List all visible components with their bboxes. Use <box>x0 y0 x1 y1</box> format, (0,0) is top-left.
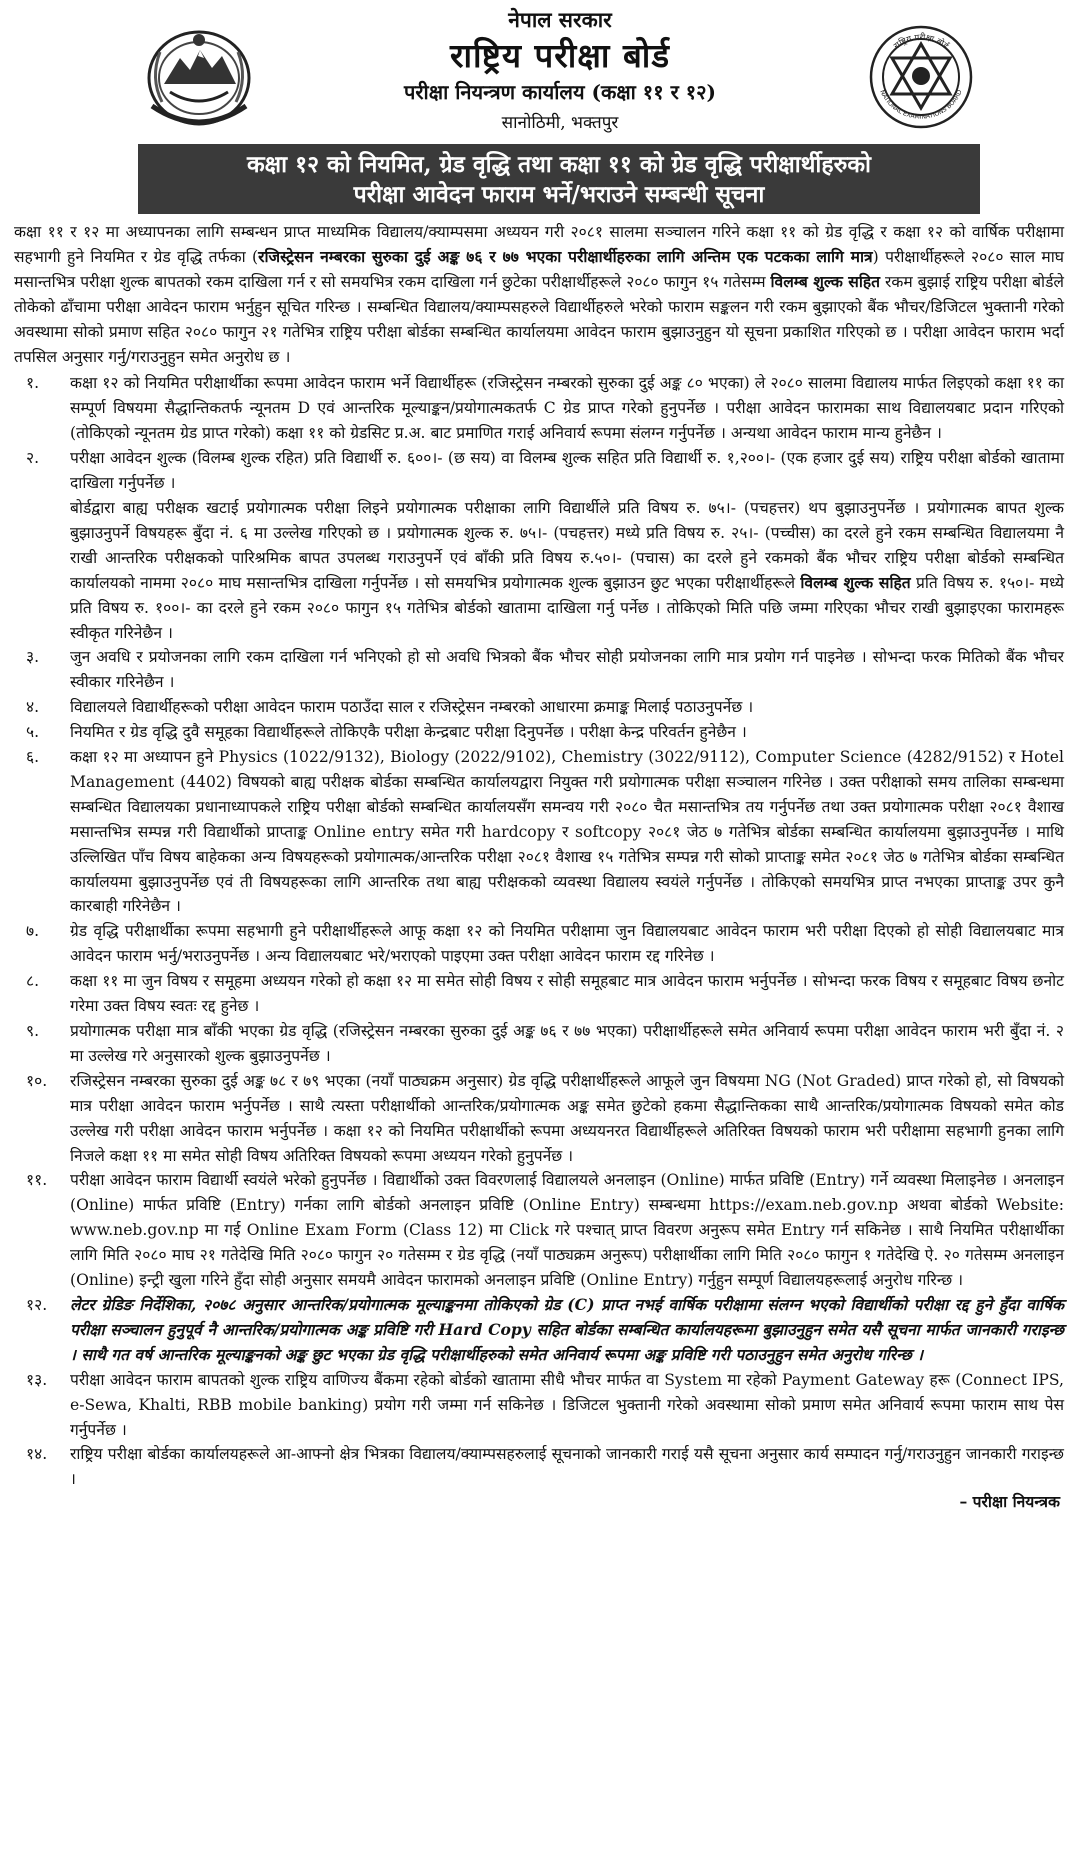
item-number: ८. <box>26 972 40 991</box>
item-text: कक्षा १२ को नियमित परीक्षार्थीका रूपमा आवेदन फाराम भर्ने विद्यार्थीहरू (रजिस्ट्रेसन नम्बरको सुरुका दुई अङ्क ८० भएका) ले २०८० सालमा विद्यालय मार्फत लिइएको कक्षा ११ का सम्पूर्ण विषयमा सैद्धान्तिकतर्फ न्यूनतम D एवं आन्तरिक मूल्याङ्कन/प्रयोगात्मकतर्फ C ग्रेड प्राप्त गरेको हुनुपर्नेछ । परीक्षा आवेदन फारामका साथ विद्यालयबाट प्रदान गरिएको (तोकिएको न्यूनतम ग्रेड प्राप्त गरेको) कक्षा ११ को ग्रेडसिट प्र.अ. बाट प्रमाणित गराई अनिवार्य रूपमा संलग्न गर्नुपर्नेछ । अन्यथा आवेदन फाराम मान्य हुनेछैन । <box>70 374 1064 443</box>
notice-body <box>14 220 1064 1515</box>
header <box>0 0 1079 140</box>
list-item <box>14 919 1064 969</box>
neb-seal-icon <box>866 22 976 132</box>
list-item <box>14 645 1064 695</box>
office-name: परीक्षा नियन्त्रण कार्यालय (कक्षा ११ र १२) <box>404 80 716 104</box>
notice-title-line2: परीक्षा आवेदन फाराम भर्ने/भराउने सम्बन्धी सूचना <box>353 181 765 208</box>
intro-paragraph: कक्षा ११ र १२ मा अध्यापनका लागि सम्बन्धन प्राप्त माध्यमिक विद्यालय/क्याम्पसमा अध्ययन गरी २०८१ सालमा सञ्चालन गरिने कक्षा ११ को ग्रेड वृद्धि र कक्षा १२ को वार्षिक परीक्षामा सहभागी हुने नियमित र ग्रेड वृद्धि तर्फका (रजिस्ट्रेसन नम्बरका सुरुका दुई अङ्क ७६ र ७७ भएका परीक्षार्थीहरुका लागि अन्तिम एक पटकका लागि मात्र) परीक्षार्थीहरूले २०८० साल माघ मसान्तभित्र परीक्षा शुल्क बापतको रकम दाखिला गर्न र सो समयभित्र रकम दाखिला गर्न छुटेका परीक्षार्थीहरूले २०८० फागुन १५ गतेसम्म विलम्ब शुल्क सहित रकम बुझाई राष्ट्रिय परीक्षा बोर्डले तोकेको ढाँचामा परीक्षा आवेदन फाराम भर्नुहुन सूचित गरिन्छ । सम्बन्धित विद्यालय/क्याम्पसहरुले विद्यार्थीहरुले भरेको फाराम सङ्कलन गरी रकम बुझाएको बैंक भौचर/डिजिटल भुक्तानी गरेको अवस्थामा सोको प्रमाण सहित २०८० फागुन २१ गतेभित्र राष्ट्रिय परीक्षा बोर्डका सम्बन्धित कार्यालयमा आवेदन फाराम बुझाउनुहुन यो सूचना प्रकाशित गरिएको छ । परीक्षा आवेदन फाराम भर्दा तपसिल अनुसार गर्नु/गराउनुहुन समेत अनुरोध छ । <box>14 223 1064 366</box>
list-item <box>14 695 1064 720</box>
item-number: २. <box>26 449 40 468</box>
item-text: परीक्षा आवेदन शुल्क (विलम्ब शुल्क रहित) प्रति विद्यार्थी रु. ६००।- (छ सय) वा विलम्ब शुल्क सहित प्रति विद्यार्थी रु. १,२००।- (एक हजार दुई सय) राष्ट्रिय परीक्षा बोर्डको खातामा दाखिला गर्नुपर्नेछ । बोर्डद्वारा बाह्य परीक्षक खटाई प्रयोगात्मक परीक्षा लिइने प्रयोगात्मक परीक्षाका लागि विद्यार्थीले प्रति विषय रु. ७५।- (पचहत्तर) थप बुझाउनुपर्नेछ । प्रयोगात्मक बापत शुल्क बुझाउनुपर्ने विषयहरू बुँदा नं. ६ मा उल्लेख गरिएको छ । प्रयोगात्मक शुल्क रु. ७५।- (पचहत्तर) मध्ये प्रति विषय रु. २५।- (पच्चीस) का दरले हुने रकम सम्बन्धित विद्यालयमा नै राखी आन्तरिक परीक्षकको पारिश्रमिक बापत उपलब्ध गराउनुपर्ने एवं बाँकी प्रति विषय रु.५०।- (पचास) का दरले हुने रकमको बैंक भौचर राष्ट्रिय परीक्षा बोर्डको सम्बन्धित कार्यालयको नाममा २०८० माघ मसान्तभित्र दाखिला गर्नुपर्नेछ । सो समयभित्र प्रयोगात्मक शुल्क बुझाउन छुट भएका परीक्षार्थीहरूले विलम्ब शुल्क सहित प्रति विषय रु. १५०।- मध्ये प्रति विषय रु. १००।- का दरले हुने रकम २०८० फागुन १५ गतेभित्र बोर्डको खातामा दाखिला गर्नु पर्नेछ । तोकिएको मिति पछि जम्मा गरिएका भौचर राखी बुझाइएका फारामहरू स्वीकृत गरिनेछैन । <box>70 449 1064 642</box>
list-item <box>14 1168 1064 1293</box>
list-item <box>14 969 1064 1019</box>
list-item <box>14 1019 1064 1069</box>
item-text: रजिस्ट्रेसन नम्बरका सुरुका दुई अङ्क ७८ र ७९ भएका (नयाँ पाठ्यक्रम अनुसार) ग्रेड वृद्धि परीक्षार्थीहरूले आफूले जुन विषयमा NG (Not Graded) प्राप्त गरेको हो, सो विषयको मात्र परीक्षा आवेदन फाराम भर्नुपर्नेछ । साथै त्यस्ता परीक्षार्थीको आन्तरिक/प्रयोगात्मक अङ्क समेत छुटेको हकमा सैद्धान्तिकका साथै आन्तरिक/प्रयोगात्मक विषयको समेत कोड उल्लेख गरी परीक्षा आवेदन फाराम भर्नुपर्नेछ । कक्षा १२ को नियमित परीक्षार्थीको रूपमा अध्ययनरत विद्यार्थीहरूले अतिरिक्त विषयको फाराम भरी परीक्षामा सहभागी हुनका लागि निजले कक्षा ११ मा समेत सोही विषय अतिरिक्त विषयको रूपमा अध्ययन गरेको हुनुपर्नेछ । <box>70 1071 1064 1165</box>
office-location: सानोठिमी, भक्तपुर <box>501 113 619 133</box>
item-number: ३. <box>26 648 40 667</box>
list-item <box>14 720 1064 745</box>
item-text: कक्षा ११ मा जुन विषय र समूहमा अध्ययन गरेको हो कक्षा १२ मा समेत सोही विषय र सोही समूहबाट मात्र आवेदन फाराम भर्नुपर्नेछ । सोभन्दा फरक विषय र समूहबाट विषय छनोट गरेमा उक्त विषय स्वतः रद्द हुनेछ । <box>70 972 1064 1016</box>
item-text: विद्यालयले विद्यार्थीहरूको परीक्षा आवेदन फाराम पठाउँदा साल र रजिस्ट्रेसन नम्बरको आधारमा क्रमाङ्क मिलाई पठाउनुपर्नेछ । <box>70 698 754 717</box>
item-number: १. <box>26 374 40 393</box>
item-number: १४. <box>26 1445 48 1464</box>
notice-title-line1: कक्षा १२ को नियमित, ग्रेड वृद्धि तथा कक्षा ११ को ग्रेड वृद्धि परीक्षार्थीहरुको <box>247 151 871 178</box>
item-number: ५. <box>26 723 40 742</box>
item-number: ११. <box>26 1171 48 1190</box>
list-item <box>14 745 1064 919</box>
item-text-emphasized: लेटर ग्रेडिङ निर्देशिका, २०७८ अनुसार आन्तरिक/प्रयोगात्मक मूल्याङ्कनमा तोकिएको ग्रेड (C) प्राप्त नभई वार्षिक परीक्षामा संलग्न भएको विद्यार्थीको परीक्षा रद्द हुने हुँदा वार्षिक परीक्षा सञ्चालन हुनुपूर्व नै आन्तरिक/प्रयोगात्मक अङ्क प्रविष्टि गरी Hard Copy सहित बोर्डका सम्बन्धित कार्यालयहरूमा बुझाउनुहुन समेत यसै सूचना मार्फत जानकारी गराइन्छ । साथै गत वर्ष आन्तरिक मूल्याङ्कनको अङ्क छुट भएका ग्रेड वृद्धि परीक्षार्थीहरुको समेत अनिवार्य रूपमा अङ्क प्रविष्टि गरी पठाउनुहुन समेत अनुरोध गरिन्छ । <box>70 1294 1064 1364</box>
signature-exam-controller: – परीक्षा नियन्त्रक <box>959 1492 1060 1512</box>
item-text: नियमित र ग्रेड वृद्धि दुवै समूहका विद्यार्थीहरूले तोकिएकै परीक्षा केन्द्रबाट परीक्षा दिनुपर्नेछ । परीक्षा केन्द्र परिवर्तन हुनेछैन । <box>70 723 747 742</box>
item-text: परीक्षा आवेदन फाराम बापतको शुल्क राष्ट्रिय वाणिज्य बैंकमा रहेको बोर्डको खातामा सीधै भौचर मार्फत वा System मा रहेको Payment Gateway हरू (Connect IPS, e-Sewa, Khalti, RBB mobile banking) प्रयोग गरी जम्मा गर्न सकिनेछ । डिजिटल भुक्तानी गरेको अवस्थामा सोको प्रमाण समेत अनिवार्य रूपमा फाराम साथ पेस गर्नुपर्नेछ । <box>70 1370 1064 1439</box>
list-item <box>14 1442 1064 1492</box>
item-number: ६. <box>26 748 40 767</box>
list-item <box>14 1368 1064 1443</box>
item-number: ७. <box>26 922 40 941</box>
item-number: १२. <box>26 1295 48 1314</box>
svg-text:NATIONAL EXAMINATIONS BOARD: NATIONAL EXAMINATIONS BOARD <box>878 88 964 121</box>
item-text: जुन अवधि र प्रयोजनका लागि रकम दाखिला गर्न भनिएको हो सो अवधि भित्रको बैंक भौचर सोही प्रयोजनका लागि मात्र प्रयोग गर्न पाइनेछ । सोभन्दा फरक मितिको बैंक भौचर स्वीकार गरिनेछैन । <box>70 648 1064 692</box>
nepal-government-emblem-icon <box>140 22 258 132</box>
item-text: राष्ट्रिय परीक्षा बोर्डका कार्यालयहरूले आ-आफ्नो क्षेत्र भित्रका विद्यालय/क्याम्पसहरुलाई सूचनाको जानकारी गराई यसै सूचना अनुसार कार्य सम्पादन गर्नु/गराउनुहुन जानकारी गराइन्छ । <box>70 1445 1064 1489</box>
item-text: ग्रेड वृद्धि परीक्षार्थीका रूपमा सहभागी हुने परीक्षार्थीहरूले आफू कक्षा १२ को नियमित परीक्षामा जुन विद्यालयबाट आवेदन फाराम भरी परीक्षा दिएको हो सोही विद्यालयबाट मात्र आवेदन फाराम भर्नु/भराउनुपर्नेछ । अन्य विद्यालयबाट भरे/भराएको पाइएमा उक्त परीक्षा आवेदन फाराम रद्द गरिनेछ । <box>70 922 1064 966</box>
notice-title-banner <box>138 144 980 214</box>
item-number: १३. <box>26 1370 48 1389</box>
list-item <box>14 1293 1064 1368</box>
list-item <box>14 446 1064 645</box>
item-text: प्रयोगात्मक परीक्षा मात्र बाँकी भएका ग्रेड वृद्धि (रजिस्ट्रेसन नम्बरका सुरुका दुई अङ्क ७६ र ७७ भएका) परीक्षार्थीहरूले समेत अनिवार्य रूपमा परीक्षा आवेदन फाराम भरी बुँदा नं. २ मा उल्लेख गरे अनुसारको शुल्क बुझाउनुपर्नेछ । <box>70 1022 1064 1065</box>
item-text: कक्षा १२ मा अध्यापन हुने Physics (1022/9132), Biology (2022/9102), Chemistry (3022/9112), Computer Science (4282/9152) र Hotel Management (4402) विषयको बाह्य परीक्षक बोर्डका सम्बन्धित कार्यालयद्वारा नियुक्त गरी प्रयोगात्मक परीक्षा सञ्चालन गरिनेछ । उक्त परीक्षाको समय तालिका सम्बन्धमा सम्बन्धित विद्यालयका प्रधानाध्यापकले राष्ट्रिय परीक्षा बोर्डको सम्बन्धित कार्यालयसँग समन्वय गरी २०८० चैत मसान्तभित्र तय गर्नुपर्नेछ तथा उक्त प्रयोगात्मक परीक्षा २०८१ वैशाख मसान्तभित्र सम्पन्न गरी विद्यार्थीको प्राप्ताङ्क Online entry समेत गरी hardcopy र softcopy २०८१ जेठ ७ गतेभित्र बोर्डका सम्बन्धित कार्यालयमा बुझाउनुपर्नेछ । माथि उल्लिखित पाँच विषय बाहेकका अन्य विषयहरूको प्रयोगात्मक/आन्तरिक परीक्षा २०८१ वैशाख १५ गतेभित्र सम्पन्न गरी सोको प्राप्ताङ्क समेत २०८१ जेठ ७ गतेभित्र बोर्डका सम्बन्धित कार्यालयमा बुझाउनुपर्नेछ एवं ती विषयहरूका लागि आन्तरिक तथा बाह्य परीक्षकको व्यवस्था विद्यालय स्वयंले गर्नुपर्नेछ । तोकिएको समयभित्र प्राप्त नभएका प्राप्ताङ्क उपर कुनै कारबाही गरिनेछैन । <box>70 748 1064 916</box>
item-number: १०. <box>26 1071 48 1090</box>
government-name: नेपाल सरकार <box>508 7 612 32</box>
list-item <box>14 371 1064 446</box>
item-number: ४. <box>26 698 40 717</box>
item-text: परीक्षा आवेदन फाराम विद्यार्थी स्वयंले भरेको हुनुपर्नेछ । विद्यार्थीको उक्त विवरणलाई विद्यालयले अनलाइन (Online) मार्फत प्रविष्टि (Entry) गर्ने व्यवस्था मिलाइनेछ । अनलाइन (Online) मार्फत प्रविष्टि (Entry) गर्नका लागि बोर्डको अनलाइन प्रविष्टि (Online Entry) सम्बन्धमा https://exam.neb.gov.np अथवा बोर्डको Website: www.neb.gov.np मा गई Online Exam Form (Class 12) मा Click गरे पश्चात् प्राप्त विवरण अनुरूप समेत Entry गर्न सकिनेछ । साथै नियमित परीक्षार्थीका लागि मिति २०८० माघ २१ गतेदेखि मिति २०८० फागुन २० गतेसम्म र ग्रेड वृद्धि (नयाँ पाठ्यक्रम अनुरूप) परीक्षार्थीका लागि मिति २०८० फागुन १ गतेदेखि ऐ. २० गतेसम्म अनलाइन (Online) इन्ट्री खुला गरिने हुँदा सोही अनुसार समयमै आवेदन फारामको अनलाइन प्रविष्टि (Online Entry) गर्नुहुन सम्पूर्ण विद्यालयहरूलाई अनुरोध गरिन्छ । <box>70 1171 1064 1290</box>
item-number: ९. <box>26 1022 40 1040</box>
board-name: राष्ट्रिय परीक्षा बोर्ड <box>449 36 671 75</box>
svg-text:राष्ट्रिय परीक्षा बोर्ड: राष्ट्रिय परीक्षा बोर्ड <box>892 32 950 52</box>
list-item <box>14 1069 1064 1169</box>
